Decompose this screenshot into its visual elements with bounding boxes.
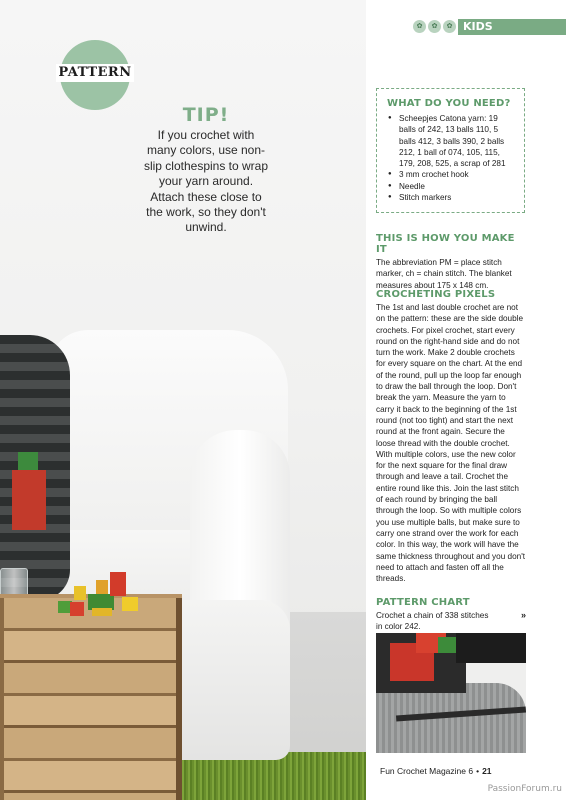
toy-block [122,597,138,611]
yarn-ball-icon: ✿ [413,20,426,33]
chart-row [376,608,526,633]
materials-item: ● Needle [387,181,516,192]
toy-block [70,602,84,616]
materials-list [387,113,516,203]
materials-heading: WHAT DO YOU NEED? [387,98,511,109]
blanket-red-pixel [12,470,46,530]
pixels-body: The 1st and last double crochet are not on the pattern: these are the side double crochets. For pixel crochet, start every round on the right-hand side and do not turn the work. Make 2 double crochets for every square on the chart. At the end of the round, pull up the loop far enough to draw the ball through the loop. Don't break the yarn. Measure the yarn to carry it back to the beginning of the 1st round (not too tight) and start the next round at the front again. Secure the loose thread with the double crochet. With multiple colors, use the new color for the next square for the final draw through and leave a tail. Crochet the entire round like this. Join the last stitch of each round by bringing the ball through the loop. So with multiple colors you use multiple balls, but make sure to carry one strand over the work for each color. In this way, the work will have the same thickness throughout and you don't need to attach and fasten off all the threads. [376,303,526,584]
thumb-green-pixels [438,637,458,653]
toy-block [74,586,86,600]
how-to-body: The abbreviation PM = place stitch marker, ch = chain stitch. The blanket measures about 175 x 148 cm. [376,258,512,290]
pixels-section [376,289,526,584]
toy-block [92,608,112,616]
tip-title: TIP! [182,104,230,126]
chart-section [376,597,526,633]
materials-item: ● Scheepjes Catona yarn: 19 balls of 242, 13 balls 110, 5 balls 412, 3 balls 390, 2 balls 212, 1 ball of 074, 105, 115, 179, 208, 525, a scrap of 281 [387,113,516,169]
continue-arrow-icon: » [520,610,526,620]
pixels-heading: CROCHETING PIXELS [376,289,496,300]
difficulty-icons [413,20,456,34]
watermark: PassionForum.ru [487,784,562,794]
materials-item: ● 3 mm crochet hook [387,169,516,180]
chart-body: Crochet a chain of 338 stitches in color 242. [376,611,489,632]
magazine-name: Fun Crochet Magazine 6 [380,766,474,776]
blanket-thumbnail-photo [376,633,526,753]
how-to-section [376,233,526,291]
chart-heading: PATTERN CHART [376,597,470,608]
page-number: 21 [482,766,492,776]
footer-separator: • [476,766,480,776]
pattern-badge-text: PATTERN [58,65,132,80]
tip-body: If you crochet with many colors, use non-slip clothespins to wrap your yarn around. Attach these close to the work, so they don't unwind. [143,128,269,235]
toy-block [96,580,108,594]
toy-block [110,572,126,596]
page-footer [380,766,530,776]
materials-box [376,88,525,213]
yarn-ball-icon: ✿ [443,20,456,33]
thumb-black-area [456,633,526,663]
materials-item: ● Stitch markers [387,192,516,203]
blanket-green-pixel [18,452,38,470]
category-tab-label: KIDS [463,20,493,33]
wooden-crate [0,598,182,800]
yarn-ball-icon: ✿ [428,20,441,33]
how-to-heading: THIS IS HOW YOU MAKE IT [376,233,515,255]
